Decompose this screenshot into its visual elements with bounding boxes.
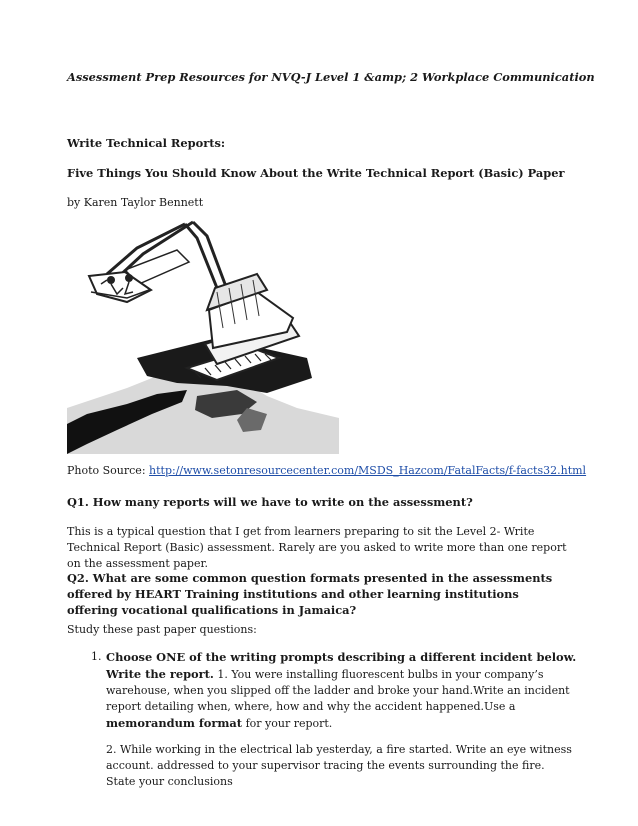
question-1-answer: This is a typical question that I get from learners preparing to sit the Level 2- Write Technical Report (Basic) assessment. Rarely are you asked to write more than one report on the assessment paper. xyxy=(67,525,567,570)
memorandum-format-emphasis: memorandum format xyxy=(106,716,243,730)
question-1-heading: Q1. How many reports will we have to write on the assessment? xyxy=(67,495,473,509)
photo-source-caption xyxy=(67,463,607,479)
article-subheading: Five Things You Should Know About the Write Technical Report (Basic) Paper xyxy=(67,166,565,180)
prompt-1-ending: for your report. xyxy=(242,717,333,730)
writing-prompt-1 xyxy=(106,649,577,732)
prompt-1-text: 1. You were installing fluorescent bulbs in your company’s warehouse, when you slipped off the ladder and broke your hand.Write an incident report detailing when, where, how and why the accident happened.Use a xyxy=(106,668,570,713)
question-2-heading: Q2. What are some common question formats presented in the assessments offered by HEART Training institutions and other learning institutions offering vocational qualifications in Jamaica? xyxy=(67,571,553,617)
excavator-accident-illustration xyxy=(67,218,339,454)
past-paper-questions-list xyxy=(67,649,577,790)
list-item-number: 1. xyxy=(91,650,102,663)
writing-prompt-instruction: Choose ONE of the writing prompts describing a different incident below. Write the report. xyxy=(106,650,577,681)
photo-source-link[interactable]: http://www.setonresourcecenter.com/MSDS_Hazcom/FatalFacts/f-facts32.html xyxy=(149,464,587,477)
photo-source-label: Photo Source: xyxy=(67,464,146,477)
section-heading: Write Technical Reports: xyxy=(67,136,226,150)
past-papers-intro: Study these past paper questions: xyxy=(67,623,257,636)
writing-prompt-2: 2. While working in the electrical lab yesterday, a fire started. Write an eye witness account. addressed to your supervisor tracing the events surrounding the fire. State your conclusions xyxy=(106,743,572,788)
author-byline: by Karen Taylor Bennett xyxy=(67,196,204,209)
list-item xyxy=(67,649,577,790)
document-title: Assessment Prep Resources for NVQ-J Level 1 &amp; 2 Workplace Communication xyxy=(67,70,595,84)
